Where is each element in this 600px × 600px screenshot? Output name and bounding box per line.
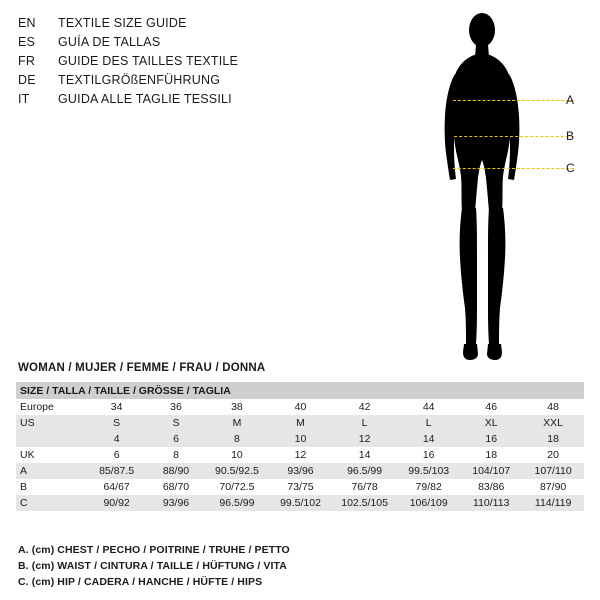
cell: M [205, 415, 269, 431]
table-header-label: SIZE / TALLA / TAILLE / GRÖSSE / TAGLIA [16, 382, 584, 399]
language-title: GUIDA ALLE TAGLIE TESSILI [58, 92, 232, 106]
section-title-woman: WOMAN / MUJER / FEMME / FRAU / DONNA [18, 362, 266, 374]
row-label: US [16, 415, 86, 431]
cell: 16 [397, 447, 460, 463]
cell: 99.5/102 [269, 495, 332, 511]
language-title: TEXTILE SIZE GUIDE [58, 16, 187, 30]
cell: XL [460, 415, 522, 431]
cell: 93/96 [269, 463, 332, 479]
cell: S [86, 415, 147, 431]
measure-label-b: B [566, 129, 575, 143]
table-row [16, 479, 584, 495]
cell: 42 [332, 399, 397, 415]
language-title: TEXTILGRÖßENFÜHRUNG [58, 73, 221, 87]
table-row [16, 495, 584, 511]
cell: 107/110 [522, 463, 584, 479]
language-row [18, 16, 348, 35]
cell: 90/92 [86, 495, 147, 511]
body-silhouette-icon [420, 8, 595, 373]
cell: 76/78 [332, 479, 397, 495]
cell: 6 [86, 447, 147, 463]
footnotes [18, 542, 578, 590]
measure-line-c [453, 168, 574, 169]
cell: 8 [147, 447, 205, 463]
cell: 114/119 [522, 495, 584, 511]
cell: XXL [522, 415, 584, 431]
language-code: FR [18, 54, 36, 68]
cell: 34 [86, 399, 147, 415]
cell: 93/96 [147, 495, 205, 511]
row-label: C [16, 495, 86, 511]
cell: 12 [332, 431, 397, 447]
cell: 20 [522, 447, 584, 463]
cell: 83/86 [460, 479, 522, 495]
row-label: A [16, 463, 86, 479]
female-body-figure [420, 8, 595, 373]
cell: S [147, 415, 205, 431]
table-header-row [16, 382, 584, 399]
language-title-block [18, 16, 348, 111]
cell: 18 [522, 431, 584, 447]
table-row [16, 463, 584, 479]
footnote-c: C. (cm) HIP / CADERA / HANCHE / HÜFTE / HIPS [18, 576, 263, 588]
cell: 90.5/92.5 [205, 463, 269, 479]
language-title: GUÍA DE TALLAS [58, 35, 161, 49]
cell: 46 [460, 399, 522, 415]
language-row [18, 92, 348, 111]
measure-label-a: A [566, 93, 575, 107]
language-code: DE [18, 73, 36, 87]
table-row [16, 431, 584, 447]
cell: 16 [460, 431, 522, 447]
cell: 48 [522, 399, 584, 415]
cell: 79/82 [397, 479, 460, 495]
cell: 68/70 [147, 479, 205, 495]
row-label: B [16, 479, 86, 495]
cell: 38 [205, 399, 269, 415]
cell: 99.5/103 [397, 463, 460, 479]
cell: 40 [269, 399, 332, 415]
table-row [16, 447, 584, 463]
language-row [18, 54, 348, 73]
row-label: Europe [16, 399, 86, 415]
table-row [16, 415, 584, 431]
language-title: GUIDE DES TAILLES TEXTILE [58, 54, 239, 68]
measure-label-c: C [566, 161, 575, 175]
cell: 64/67 [86, 479, 147, 495]
cell: 6 [147, 431, 205, 447]
cell: 106/109 [397, 495, 460, 511]
cell: 110/113 [460, 495, 522, 511]
language-code: IT [18, 92, 30, 106]
cell: 4 [86, 431, 147, 447]
cell: 10 [205, 447, 269, 463]
row-label: UK [16, 447, 86, 463]
cell: 14 [332, 447, 397, 463]
cell: 44 [397, 399, 460, 415]
cell: 36 [147, 399, 205, 415]
cell: L [397, 415, 460, 431]
language-row [18, 35, 348, 54]
cell: 85/87.5 [86, 463, 147, 479]
language-code: EN [18, 16, 36, 30]
cell: L [332, 415, 397, 431]
cell: 14 [397, 431, 460, 447]
cell: 96.5/99 [205, 495, 269, 511]
table-row [16, 399, 584, 415]
cell: 18 [460, 447, 522, 463]
row-label [16, 431, 86, 447]
language-code: ES [18, 35, 36, 49]
cell: 10 [269, 431, 332, 447]
cell: 102.5/105 [332, 495, 397, 511]
cell: M [269, 415, 332, 431]
footnote-b: B. (cm) WAIST / CINTURA / TAILLE / HÜFTUNG / VITA [18, 560, 287, 572]
measure-line-b [454, 136, 574, 137]
language-row [18, 73, 348, 92]
measure-line-a [453, 100, 574, 101]
size-table [16, 382, 584, 511]
cell: 87/90 [522, 479, 584, 495]
cell: 70/72.5 [205, 479, 269, 495]
cell: 96.5/99 [332, 463, 397, 479]
cell: 88/90 [147, 463, 205, 479]
cell: 12 [269, 447, 332, 463]
cell: 104/107 [460, 463, 522, 479]
cell: 73/75 [269, 479, 332, 495]
cell: 8 [205, 431, 269, 447]
footnote-a: A. (cm) CHEST / PECHO / POITRINE / TRUHE / PETTO [18, 544, 290, 556]
